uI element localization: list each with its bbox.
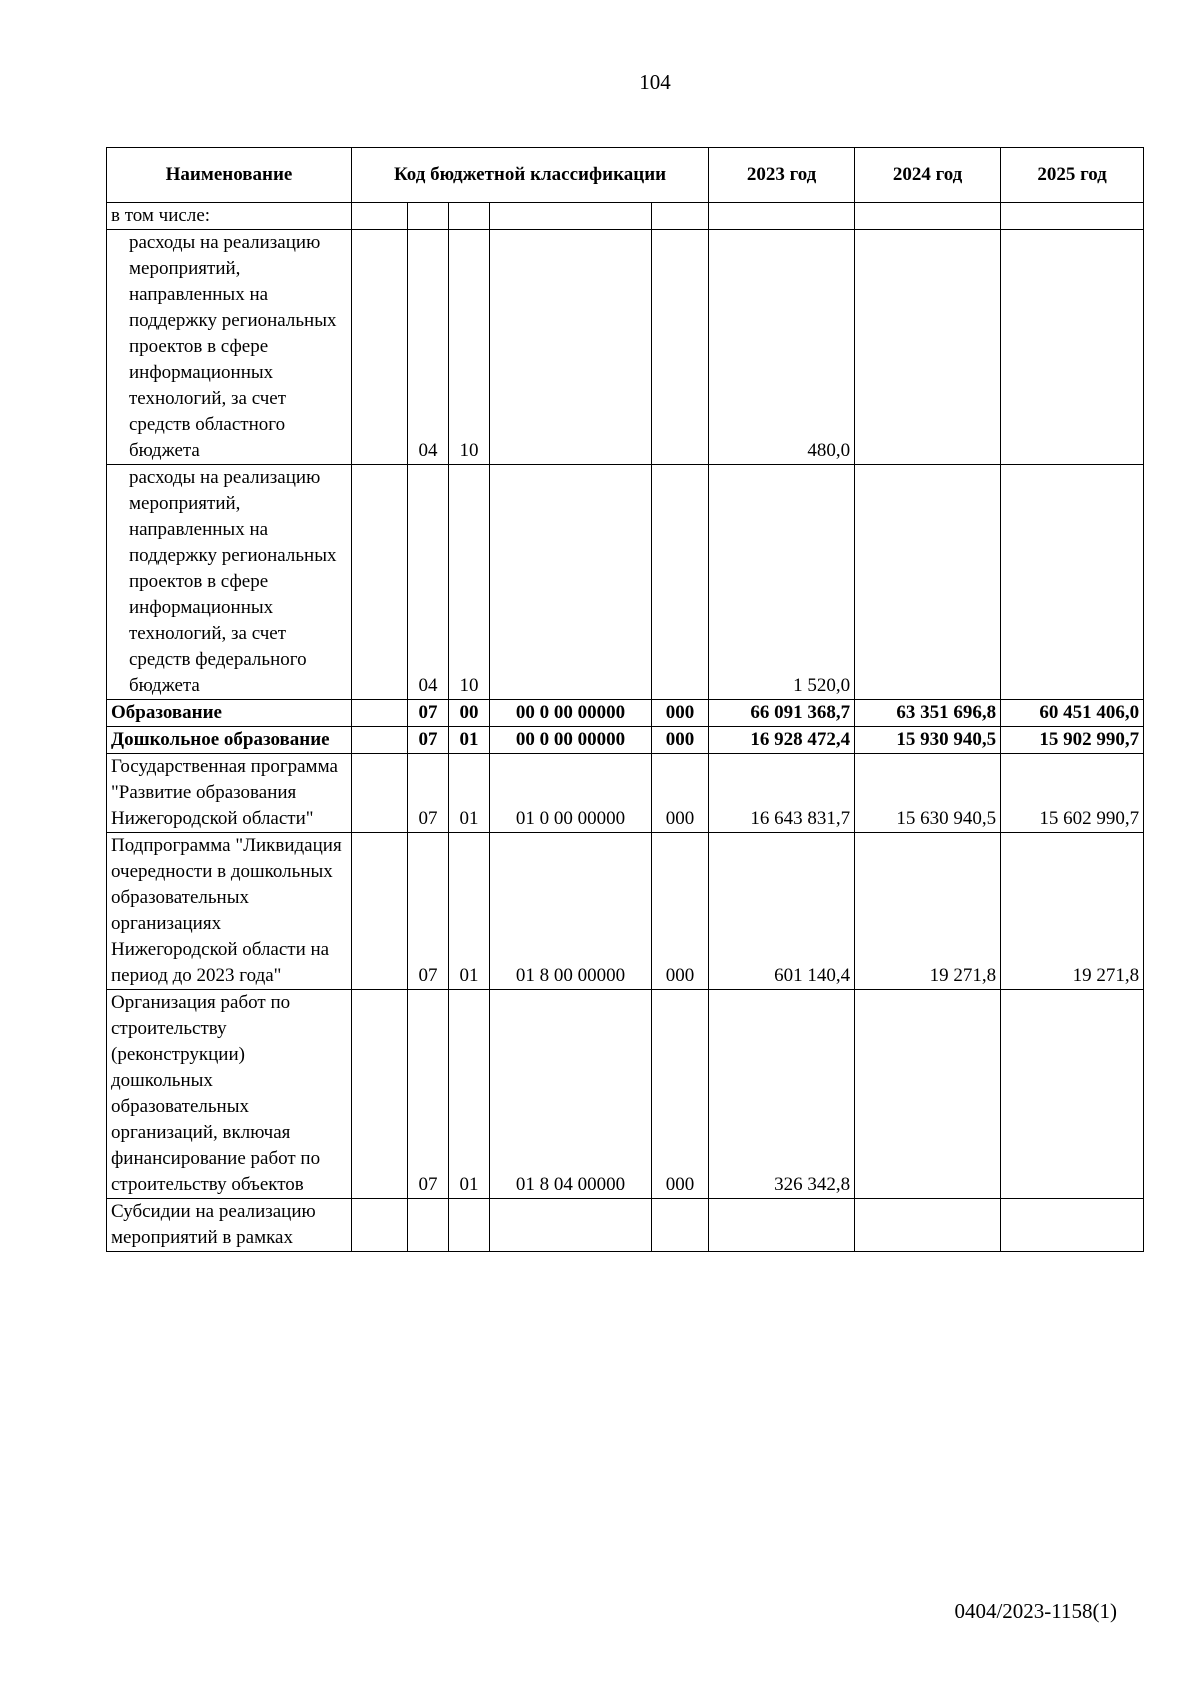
row-code-subsection bbox=[449, 1199, 490, 1252]
row-code-target bbox=[490, 465, 652, 700]
row-code-subsection: 10 bbox=[449, 230, 490, 465]
row-value-2024 bbox=[855, 465, 1001, 700]
row-code-target bbox=[490, 1199, 652, 1252]
row-code-expense: 000 bbox=[652, 754, 709, 833]
row-value-2024: 19 271,8 bbox=[855, 833, 1001, 990]
header-2024: 2024 год bbox=[855, 148, 1001, 203]
row-value-2024: 15 930 940,5 bbox=[855, 727, 1001, 754]
table-row bbox=[107, 833, 1144, 990]
row-code-target: 01 8 00 00000 bbox=[490, 833, 652, 990]
table-row bbox=[107, 754, 1144, 833]
row-code-expense: 000 bbox=[652, 700, 709, 727]
row-code-section: 04 bbox=[408, 465, 449, 700]
row-value-2025: 19 271,8 bbox=[1001, 833, 1144, 990]
row-value-2023: 601 140,4 bbox=[709, 833, 855, 990]
table-row bbox=[107, 230, 1144, 465]
row-code-section: 07 bbox=[408, 700, 449, 727]
row-code-1 bbox=[352, 727, 408, 754]
subheader-label: в том числе: bbox=[107, 203, 352, 230]
header-2025: 2025 год bbox=[1001, 148, 1144, 203]
table-row bbox=[107, 465, 1144, 700]
row-code-section: 04 bbox=[408, 230, 449, 465]
row-code-section bbox=[408, 1199, 449, 1252]
row-code-1 bbox=[352, 833, 408, 990]
row-code-subsection: 01 bbox=[449, 754, 490, 833]
row-value-2024: 15 630 940,5 bbox=[855, 754, 1001, 833]
row-code-expense bbox=[652, 465, 709, 700]
row-code-1 bbox=[352, 700, 408, 727]
row-code-1 bbox=[352, 990, 408, 1199]
row-code-1 bbox=[352, 754, 408, 833]
row-code-section: 07 bbox=[408, 727, 449, 754]
row-value-2024 bbox=[855, 230, 1001, 465]
row-code-expense: 000 bbox=[652, 727, 709, 754]
row-value-2023 bbox=[709, 1199, 855, 1252]
row-value-2025: 15 602 990,7 bbox=[1001, 754, 1144, 833]
subheader-row bbox=[107, 203, 1144, 230]
row-name: расходы на реализацию мероприятий, направленных на поддержку региональных проектов в сфере информационных технологий, за счет средств федерального бюджета bbox=[107, 465, 352, 700]
row-code-target: 01 8 04 00000 bbox=[490, 990, 652, 1199]
row-name: Образование bbox=[107, 700, 352, 727]
row-value-2025 bbox=[1001, 1199, 1144, 1252]
row-name: расходы на реализацию мероприятий, направленных на поддержку региональных проектов в сфере информационных технологий, за счет средств областного бюджета bbox=[107, 230, 352, 465]
row-value-2023: 1 520,0 bbox=[709, 465, 855, 700]
row-name: Государственная программа "Развитие образования Нижегородской области" bbox=[107, 754, 352, 833]
table-row bbox=[107, 727, 1144, 754]
row-code-subsection: 10 bbox=[449, 465, 490, 700]
row-code-expense bbox=[652, 1199, 709, 1252]
row-name: Организация работ по строительству (реконструкции) дошкольных образовательных организаций, включая финансирование работ по строительству объектов bbox=[107, 990, 352, 1199]
table-row bbox=[107, 1199, 1144, 1252]
row-code-1 bbox=[352, 465, 408, 700]
header-row bbox=[107, 148, 1144, 203]
row-value-2024: 63 351 696,8 bbox=[855, 700, 1001, 727]
row-code-expense: 000 bbox=[652, 990, 709, 1199]
row-value-2023: 66 091 368,7 bbox=[709, 700, 855, 727]
row-value-2025: 15 902 990,7 bbox=[1001, 727, 1144, 754]
row-code-section: 07 bbox=[408, 833, 449, 990]
row-code-section: 07 bbox=[408, 754, 449, 833]
row-code-1 bbox=[352, 230, 408, 465]
row-code-1 bbox=[352, 1199, 408, 1252]
row-value-2023: 326 342,8 bbox=[709, 990, 855, 1199]
row-value-2025: 60 451 406,0 bbox=[1001, 700, 1144, 727]
row-value-2025 bbox=[1001, 990, 1144, 1199]
table-row bbox=[107, 990, 1144, 1199]
row-value-2024 bbox=[855, 1199, 1001, 1252]
row-value-2025 bbox=[1001, 465, 1144, 700]
row-code-section: 07 bbox=[408, 990, 449, 1199]
row-value-2025 bbox=[1001, 230, 1144, 465]
row-value-2023: 16 928 472,4 bbox=[709, 727, 855, 754]
page-number: 104 bbox=[639, 70, 671, 94]
row-code-target: 01 0 00 00000 bbox=[490, 754, 652, 833]
row-code-subsection: 01 bbox=[449, 833, 490, 990]
document-footer-code: 0404/2023-1158(1) bbox=[954, 1599, 1117, 1623]
row-name: Дошкольное образование bbox=[107, 727, 352, 754]
row-code-target bbox=[490, 230, 652, 465]
row-code-subsection: 00 bbox=[449, 700, 490, 727]
row-code-subsection: 01 bbox=[449, 727, 490, 754]
row-name: Субсидии на реализацию мероприятий в рамках bbox=[107, 1199, 352, 1252]
row-code-subsection: 01 bbox=[449, 990, 490, 1199]
row-code-target: 00 0 00 00000 bbox=[490, 700, 652, 727]
row-code-target: 00 0 00 00000 bbox=[490, 727, 652, 754]
header-name: Наименование bbox=[107, 148, 352, 203]
row-code-expense: 000 bbox=[652, 833, 709, 990]
header-code: Код бюджетной классификации bbox=[352, 148, 709, 203]
row-code-expense bbox=[652, 230, 709, 465]
header-2023: 2023 год bbox=[709, 148, 855, 203]
budget-table bbox=[106, 147, 1144, 1252]
row-value-2023: 16 643 831,7 bbox=[709, 754, 855, 833]
row-value-2024 bbox=[855, 990, 1001, 1199]
row-value-2023: 480,0 bbox=[709, 230, 855, 465]
row-name: Подпрограмма "Ликвидация очередности в дошкольных образовательных организациях Нижегородской области на период до 2023 года" bbox=[107, 833, 352, 990]
table-row bbox=[107, 700, 1144, 727]
